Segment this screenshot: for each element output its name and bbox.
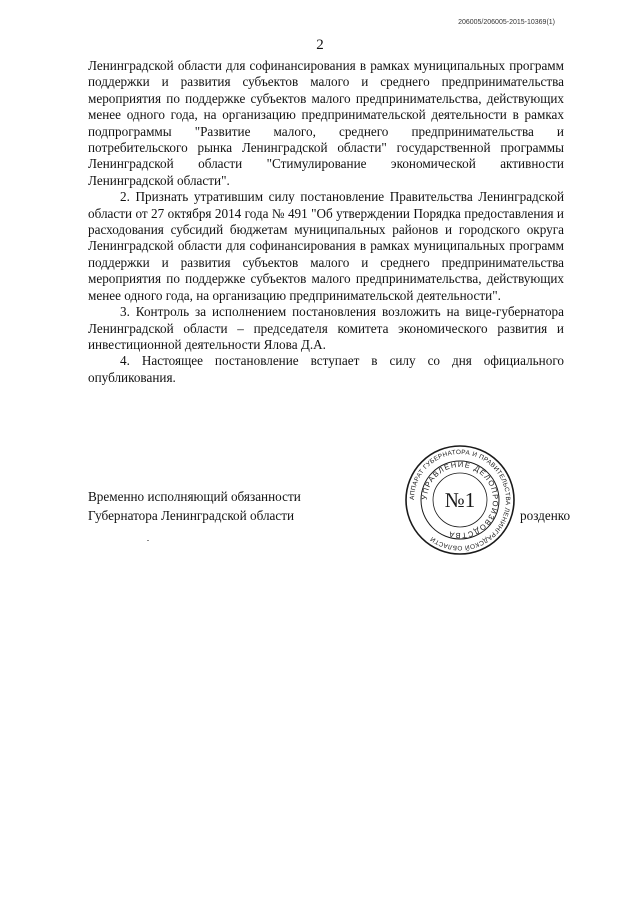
document-body (88, 58, 564, 386)
stamp-outer-text: АППАРАТ ГУБЕРНАТОРА И ПРАВИТЕЛЬСТВА ЛЕНИНГРАДСКОЙ ОБЛАСТИ (408, 448, 512, 552)
signature-title-line-2: Губернатора Ленинградской области (88, 508, 295, 523)
paragraph-3: 3. Контроль за исполнением постановления возложить на вице-губернатора Ленинградской области – председателя комитета экономического развития и инвестиционной деятельности Ялова Д.А. (88, 304, 564, 352)
signature-title-line-1: Временно исполняющий обязанности (88, 489, 301, 504)
document-id: 206005/206005-2015-10369(1) (458, 19, 555, 26)
paragraph-2: 2. Признать утратившим силу постановление Правительства Ленинградской области от 27 октября 2014 года № 491 "Об утверждении Порядка предоставления и расходования субсидий бюджетам муниципальных районов и городского округа Ленинградской области для софинансирования в рамках муниципальных программ поддержки и развития субъектов малого и среднего предпринимательства мероприятия по поддержке субъектов малого предпринимательства, действующих менее одного года, на организацию предпринимательской деятельности". (88, 189, 564, 303)
stamp-inner-text: УПРАВЛЕНИЕ ДЕЛОПРОИЗВОДСТВА (419, 459, 501, 541)
official-stamp (404, 444, 516, 556)
page-number: 2 (316, 37, 324, 53)
signatory-name: розденко (520, 508, 571, 523)
stamp-number: №1 (444, 488, 476, 512)
signature-title (88, 487, 301, 525)
paragraph-4: 4. Настоящее постановление вступает в силу со дня официального опубликования. (88, 353, 564, 385)
scan-speck (147, 540, 149, 541)
paragraph-1-continuation: Ленинградской области для софинансирования в рамках муниципальных программ поддержки и развития субъектов малого и среднего предпринимательства мероприятия по поддержке субъектов малого предпринимательства, действующих менее одного года, на организацию предпринимательской деятельности в рамках подпрограммы "Развитие малого, среднего предпринимательства и потребительского рынка Ленинградской области" государственной программы Ленинградской области "Стимулирование экономической активности Ленинградской области". (88, 58, 564, 188)
